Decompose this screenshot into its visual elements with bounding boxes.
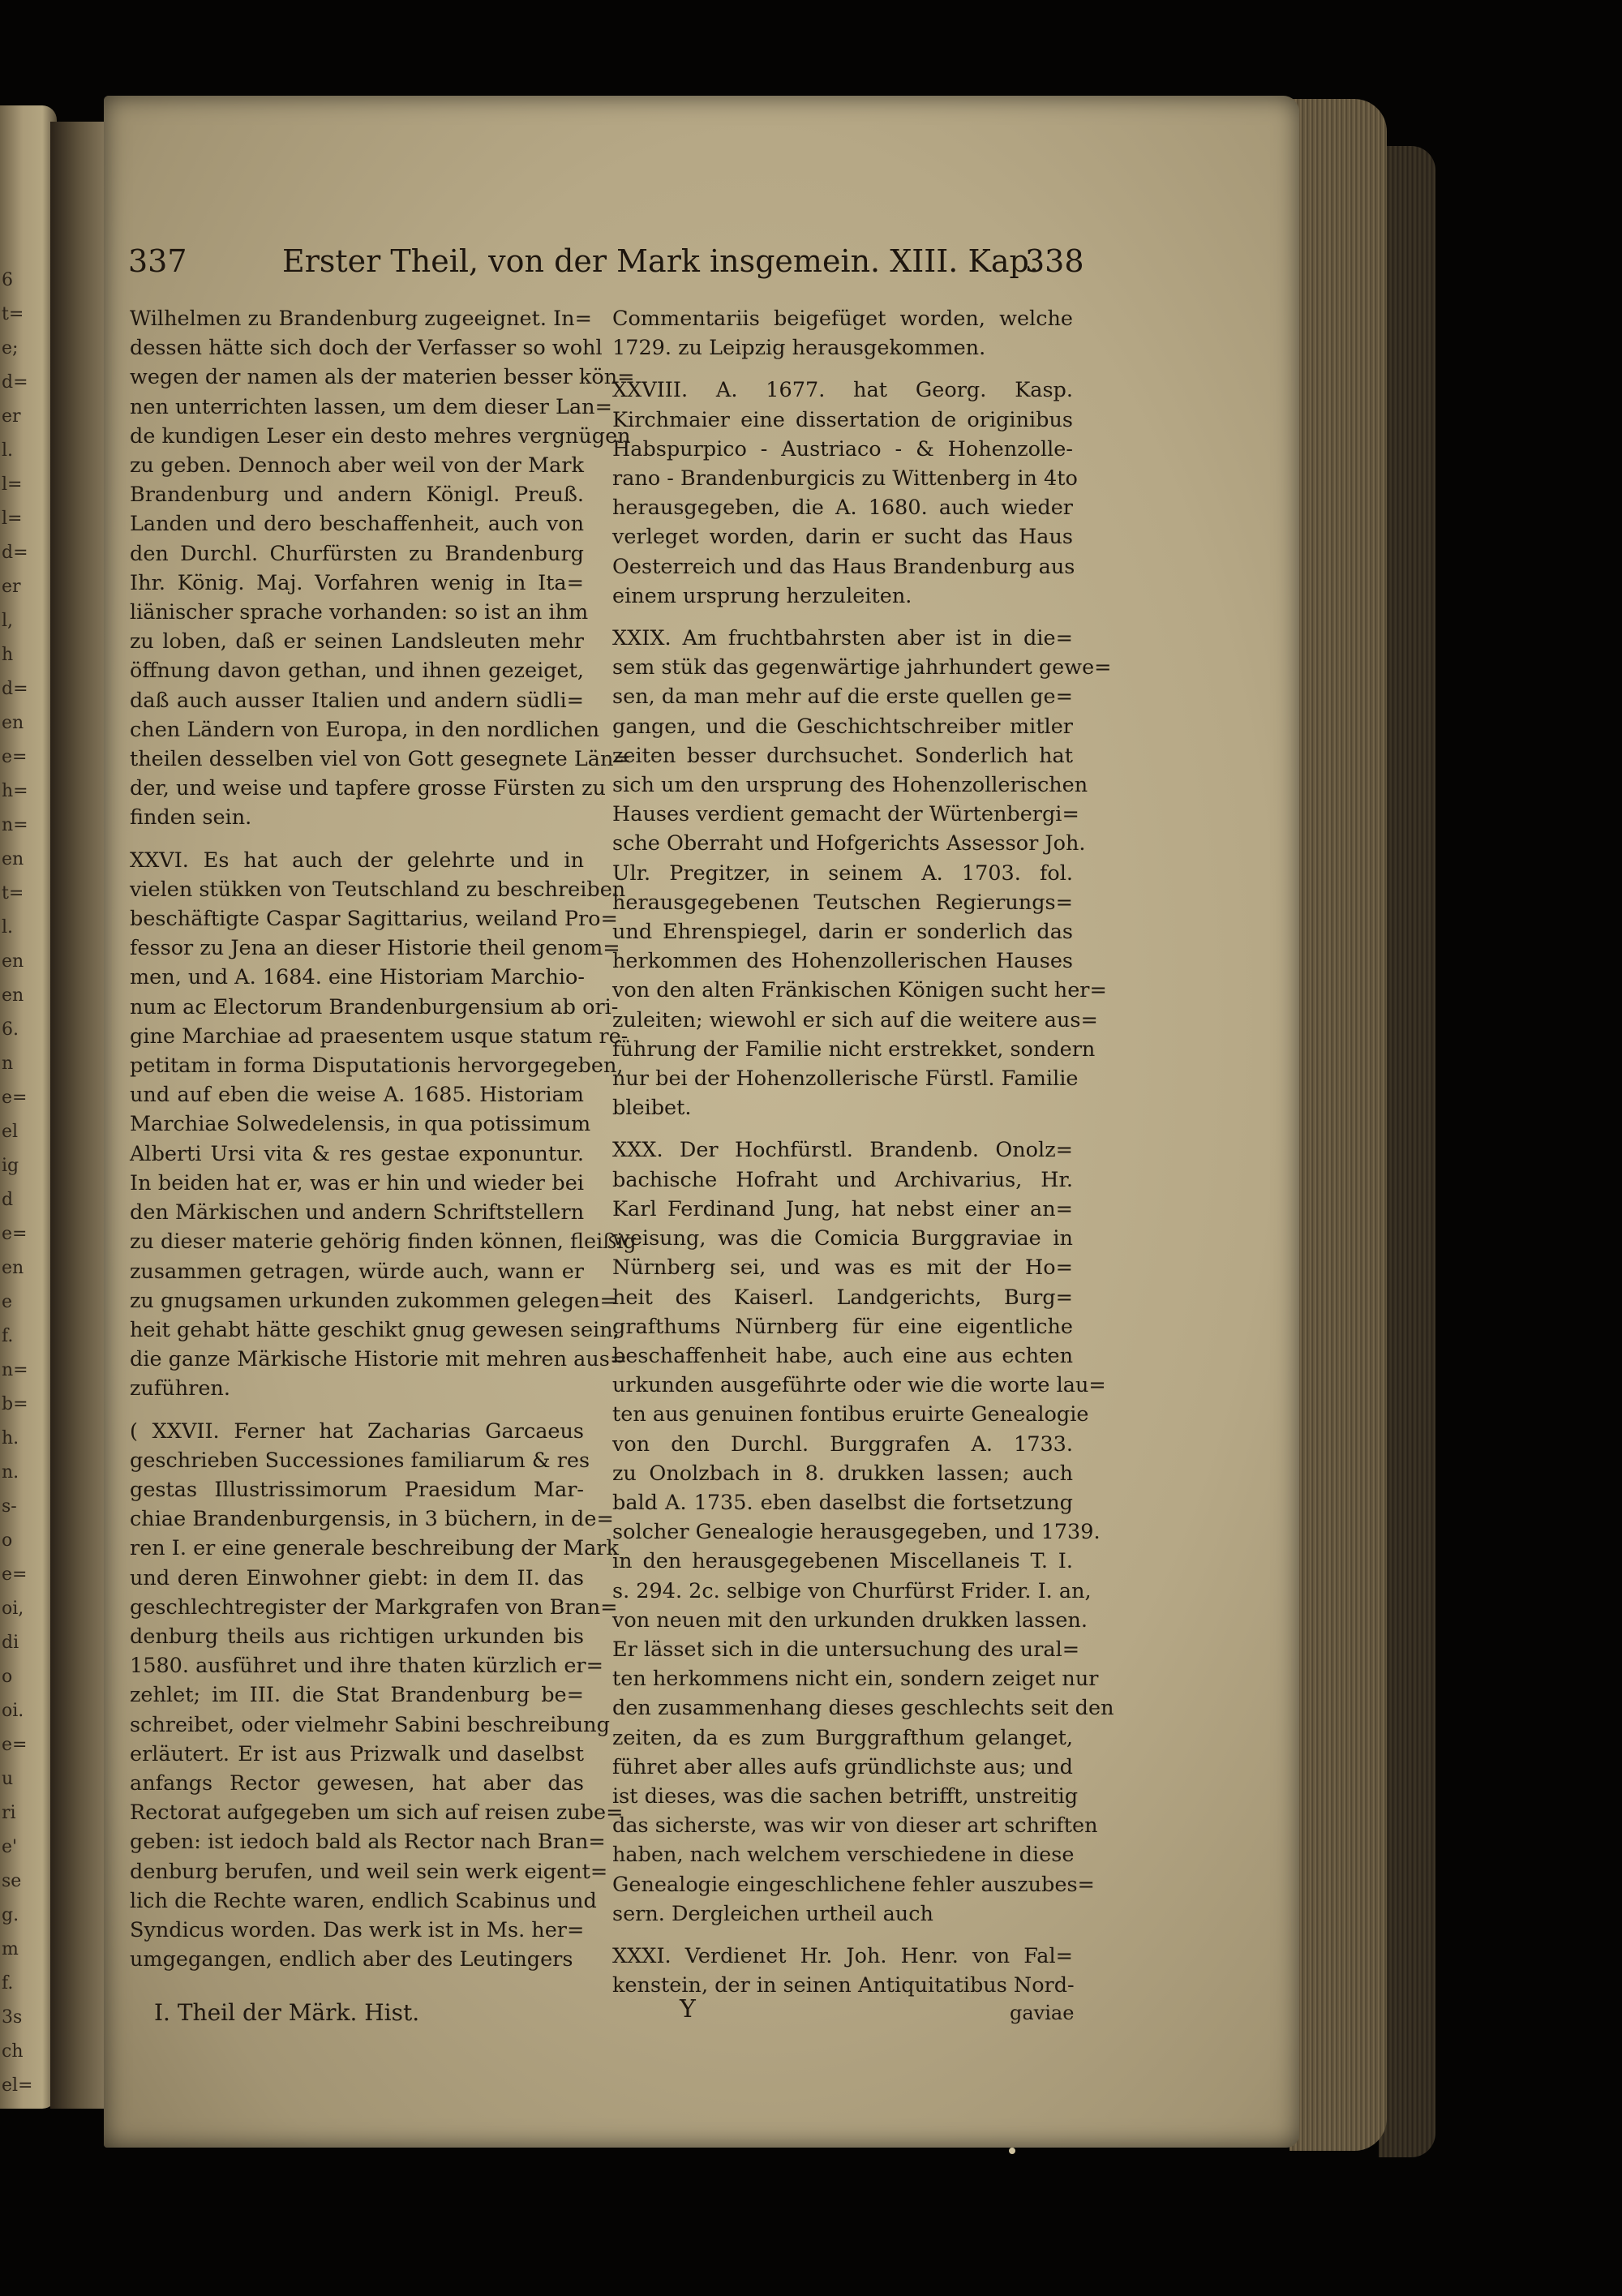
text-line: und deren Einwohner giebt: in dem II. das [130,1565,584,1590]
text-line: geschlechtregister der Markgrafen von Bran= [130,1594,618,1620]
facing-page-fragment: e' [2,1837,18,1857]
text-line: der, und weise und tapfere grosse Fürsten zu [130,776,606,801]
text-line: von neuen mit den urkunden drukken lassen. [612,1607,1088,1633]
paragraph [612,1135,1114,1928]
text-line: Habspurpico - Austriaco - & Hohenzolle- [612,436,1073,461]
facing-page-fragment: en [2,713,24,733]
text-line: Wilhelmen zu Brandenburg zugeeignet. In= [130,307,592,331]
text-line: vielen stükken von Teutschland zu beschreiben [130,877,626,902]
text-line: sem stük das gegenwärtige jahrhundert gewe= [612,655,1112,680]
text-line: bachische Hofraht und Archivarius, Hr. [612,1167,1073,1192]
paragraph-gap [612,363,1073,376]
paragraph [612,624,1112,1122]
text-line: sich um den ursprung des Hohenzollerischen [612,773,1088,798]
paragraph-gap [612,611,1073,624]
paragraph [130,1417,624,1975]
text-line: lich die Rechte waren, endlich Scabinus und [130,1888,597,1913]
text-line: num ac Electorum Brandenburgensium ab ori- [130,994,619,1019]
facing-page-fragment: di [2,1633,19,1653]
text-line: von den alten Fränkischen Königen sucht her= [612,978,1107,1003]
right-page-number: 338 [1025,243,1084,279]
text-line: zeiten, da es zum Burggrafthum gelanget, [612,1725,1073,1750]
text-line: bald A. 1735. eben daselbst die fortsetzung [612,1490,1073,1515]
paragraph-gap [130,833,584,846]
facing-page-fragment: b= [2,1394,28,1414]
text-line: Nürnberg sei, und was es mit der Ho= [612,1255,1073,1281]
text-line: Oesterreich und das Haus Brandenburg aus [612,554,1075,579]
facing-page-fragment: l. [2,917,14,938]
text-line: das sicherste, was wir von dieser art schriften [612,1813,1098,1839]
text-line: umgegangen, endlich aber des Leutingers [130,1947,573,1972]
text-line: XXIX. Am fruchtbahrsten aber ist in die= [612,626,1073,651]
text-line: finden sein. [130,805,252,830]
facing-page-fragment: d= [2,543,28,563]
text-line: herkommen des Hohenzollerischen Hauses [612,949,1073,974]
text-line: Commentariis beigefüget worden, welche [612,307,1073,331]
text-line: s. 294. 2c. selbige von Churfürst Frider. I. an, [612,1578,1092,1603]
left-page-number: 337 [128,243,187,279]
text-line: verleget worden, darin er sucht das Haus [612,525,1073,550]
paragraph-gap [612,1122,1073,1135]
paragraph [130,304,635,833]
facing-page-fragment: d= [2,372,28,393]
text-line: XXVIII. A. 1677. hat Georg. Kasp. [612,378,1073,403]
text-line: Brandenburg und andern Königl. Preuß. [130,483,584,508]
text-line: beschäftigte Caspar Sagittarius, weiland Pro= [130,907,618,932]
facing-page-fragment: e= [2,1088,28,1108]
text-line: gine Marchiae ad praesentem usque statum re- [130,1024,629,1049]
paragraph [130,846,637,1404]
paragraph-gap [612,1929,1073,1942]
facing-page-fragment: e; [2,338,19,358]
text-line: zuleiten; wiewohl er sich auf die weitere aus= [612,1007,1098,1032]
text-line: sche Oberraht und Hofgerichts Assessor Joh. [612,831,1086,856]
facing-page-fragment: en [2,849,24,869]
facing-page-fragment: el [2,1122,19,1142]
facing-page-fragment: ig [2,1156,19,1176]
running-header [128,243,1085,292]
text-line: Alberti Ursi vita & res gestae exponuntur. [130,1141,584,1166]
text-line: chiae Brandenburgensis, in 3 büchern, in de= [130,1507,614,1532]
text-line: den Durchl. Churfürsten zu Brandenburg [130,541,584,566]
text-line: denburg berufen, und weil sein werk eigent= [130,1859,608,1884]
text-line: ren I. er eine generale beschreibung der Mark [130,1536,619,1561]
facing-page-fragment: er [2,577,21,597]
text-line: ( XXVII. Ferner hat Zacharias Garcaeus [130,1418,584,1444]
text-line: dessen hätte sich doch der Verfasser so wohl [130,336,603,361]
text-line: men, und A. 1684. eine Historiam Marchio- [130,965,586,990]
text-line: zu geben. Dennoch aber weil von der Mark [130,453,584,479]
text-line: sen, da man mehr auf die erste quellen ge= [612,685,1073,710]
text-line: Kirchmaier eine dissertation de originibus [612,407,1073,432]
text-line: zeiten besser durchsuchet. Sonderlich hat [612,743,1073,768]
text-line: anfangs Rector gewesen, hat aber das [130,1770,584,1796]
text-line: 1729. zu Leipzig herausgekommen. [612,336,986,361]
text-line: zu loben, daß er seinen Landsleuten mehr [130,629,584,654]
text-line: den Märkischen und andern Schriftstellern [130,1200,585,1225]
text-line: urkunden ausgeführte oder wie die worte lau= [612,1373,1106,1398]
text-line: nen unterrichten lassen, um dem dieser Lan= [130,394,612,419]
text-line: grafthums Nürnberg für eine eigentliche [612,1314,1073,1339]
text-line: Hauses verdient gemacht der Würtenbergi= [612,802,1079,827]
facing-page-fragment: h [2,645,14,665]
facing-page-fragment: 6 [2,270,13,290]
text-line: ist dieses, was die sachen betrifft, unstreitig [612,1783,1079,1809]
facing-page-fragment: t= [2,883,24,903]
facing-page-fragment: en [2,951,24,972]
text-line: geben: ist iedoch bald als Rector nach Bran= [130,1830,606,1855]
paragraph [612,376,1078,611]
text-line: petitam in forma Disputationis hervorgegeben, [130,1054,624,1079]
facing-page-fragment: h= [2,781,28,801]
text-line: gestas Illustrissimorum Praesidum Mar- [130,1477,584,1502]
facing-page-fragment: l= [2,474,23,495]
facing-page-fragment: l, [2,611,14,631]
text-line: In beiden hat er, was er hin und wieder bei [130,1170,584,1195]
text-line: in den herausgegebenen Miscellaneis T. I. [612,1549,1073,1574]
outer-page-edges [1379,146,1435,2157]
facing-page-fragment: d [2,1190,14,1210]
text-line: Landen und dero beschaffenheit, auch von [130,512,584,537]
text-line: de kundigen Leser ein desto mehres vergnügen [130,423,631,448]
text-line: führung der Familie nicht erstrekket, sondern [612,1036,1096,1062]
text-line: und auf eben die weise A. 1685. Historiam [130,1083,584,1108]
facing-page-fragment: e= [2,1564,28,1585]
text-line: zu Onolzbach in 8. drukken lassen; auch [612,1461,1073,1486]
text-line: wegen der namen als der materien besser kön= [130,365,635,390]
facing-page-fragment: l. [2,440,14,461]
paragraph-gap [130,1404,584,1417]
signature-mark: Y [680,1995,696,2023]
text-line: schreibet, oder vielmehr Sabini beschreibung [130,1712,610,1737]
catchword: gaviae [1010,2002,1075,2024]
facing-page-fragment: e [2,1292,13,1312]
text-line: haben, nach welchem verschiedene in diese [612,1843,1075,1868]
facing-page-fragment: oi. [2,1701,24,1721]
signature-line: I. Theil der Märk. Hist. [154,1999,420,2026]
facing-page-fragment: n= [2,815,28,835]
facing-page-fragment: h. [2,1428,19,1448]
left-text-column [130,304,637,1974]
facing-page-fragment: m [2,1939,19,1959]
facing-page-fragment: 6. [2,1019,19,1040]
text-line: gangen, und die Geschichtschreiber mitler [612,714,1073,739]
text-line: rano - Brandenburgicis zu Wittenberg in 4to [612,466,1078,491]
text-line: von den Durchl. Burggrafen A. 1733. [612,1431,1073,1457]
text-line: XXXI. Verdienet Hr. Joh. Henr. von Fal= [612,1943,1073,1968]
text-line: führet aber alles aufs gründlichste aus; und [612,1754,1073,1779]
facing-page-fragment: e= [2,1224,28,1244]
facing-page-fragment: n= [2,1360,28,1380]
text-line: heit gehabt hätte geschikt gnug gewesen sein, [130,1317,620,1342]
text-line: Ulr. Pregitzer, in seinem A. 1703. fol. [612,860,1073,886]
text-line: zehlet; im III. die Stat Brandenburg be= [130,1683,584,1708]
text-line: herausgegeben, die A. 1680. auch wieder [612,496,1073,521]
facing-page-fragment: f. [2,1973,14,1993]
facing-page-fragment: o [2,1667,13,1687]
text-line: heit des Kaiserl. Landgerichts, Burg= [612,1285,1073,1310]
text-line: Karl Ferdinand Jung, hat nebst einer an= [612,1196,1073,1221]
text-line: denburg theils aus richtigen urkunden bis [130,1624,584,1649]
facing-page-fragment: 3s [2,2007,23,2028]
facing-page-fragment: s- [2,1496,17,1517]
facing-page-fragment: f. [2,1326,14,1346]
facing-page-fragment: ri [2,1803,16,1823]
text-line: Genealogie eingeschlichene fehler auszubes= [612,1872,1095,1897]
text-line: und Ehrenspiegel, darin er sonderlich das [612,920,1073,945]
facing-page-fragment: er [2,406,21,427]
facing-page-fragment: el= [2,2075,33,2096]
text-line: fessor zu Jena an dieser Historie theil genom= [130,936,620,961]
text-line: solcher Genealogie herausgegeben, und 1739. [612,1520,1101,1545]
text-line: bleibet. [612,1096,692,1121]
text-line: zu dieser materie gehörig finden können, fleißig [130,1230,637,1255]
text-line: daß auch ausser Italien und andern südli= [130,688,584,713]
text-line: öffnung davon gethan, und ihnen gezeiget, [130,659,584,684]
text-line: die ganze Märkische Historie mit mehren aus= [130,1347,628,1372]
text-line: weisung, was die Comicia Burggraviae in [612,1226,1073,1251]
page-speck [1009,2148,1015,2154]
text-line: kenstein, der in seinen Antiquitatibus Nord- [612,1973,1075,1998]
facing-page-fragment: n [2,1054,14,1074]
text-line: geschrieben Successiones familiarum & res [130,1448,590,1473]
text-line: beschaffenheit habe, auch eine aus echten [612,1343,1073,1368]
facing-page-fragment: en [2,1258,24,1278]
running-title: Erster Theil, von der Mark insgemein. XIII. Kap. [282,243,1039,279]
text-line: zusammen getragen, würde auch, wann er [130,1259,584,1284]
right-text-column [612,304,1114,2000]
facing-page-fragment: o [2,1530,13,1551]
text-line: Rectorat aufgegeben um sich auf reisen zube= [130,1800,624,1826]
text-line: theilen desselben viel von Gott gesegnete Län= [130,747,631,772]
text-line: ten herkommens nicht ein, sondern zeiget nur [612,1667,1099,1692]
facing-page-fragment: ch [2,2041,24,2062]
fore-edge [1289,99,1387,2151]
paragraph [612,1942,1073,2000]
text-line: ten aus genuinen fontibus eruirte Genealogie [612,1402,1089,1427]
text-line: Er lässet sich in die untersuchung des ural= [612,1637,1080,1662]
text-line: XXX. Der Hochfürstl. Brandenb. Onolz= [612,1138,1073,1163]
facing-page-fragment: u [2,1769,14,1789]
text-line: chen Ländern von Europa, in den nordlichen [130,717,600,742]
text-line: nur bei der Hohenzollerische Fürstl. Familie [612,1066,1079,1092]
facing-page-fragment: t= [2,304,24,324]
facing-page-fragment: n. [2,1462,19,1483]
text-line: einem ursprung herzuleiten. [612,583,912,608]
left-page-edge [0,105,57,2109]
text-line: Ihr. König. Maj. Vorfahren wenig in Ita= [130,570,584,595]
text-line: XXVI. Es hat auch der gelehrte und in [130,848,584,873]
text-line: zu gnugsamen urkunden zukommen gelegen= [130,1288,617,1313]
text-line: 1580. ausführet und ihre thaten kürzlich er= [130,1654,603,1679]
facing-page-fragment: en [2,985,24,1006]
facing-page-fragment: se [2,1871,22,1891]
text-line: liänischer sprache vorhanden: so ist an ihm [130,600,589,625]
paragraph [612,304,1073,363]
facing-page-fragment: e= [2,747,28,767]
facing-page-fragment: oi, [2,1599,24,1619]
facing-page-fragment: d= [2,679,28,699]
facing-page-fragment: g. [2,1905,19,1925]
text-line: erläutert. Er ist aus Prizwalk und daselbst [130,1741,584,1766]
text-line: Syndicus worden. Das werk ist in Ms. her= [130,1917,585,1942]
text-line: den zusammenhang dieses geschlechts seit den [612,1696,1114,1721]
facing-page-fragment: e= [2,1735,28,1755]
text-line: herausgegebenen Teutschen Regierungs= [612,890,1073,915]
text-line: zuführen. [130,1376,230,1401]
text-line: Marchiae Solwedelensis, in qua potissimum [130,1112,591,1137]
text-line: sern. Dergleichen urtheil auch [612,1901,933,1926]
facing-page-fragment: l= [2,509,23,529]
